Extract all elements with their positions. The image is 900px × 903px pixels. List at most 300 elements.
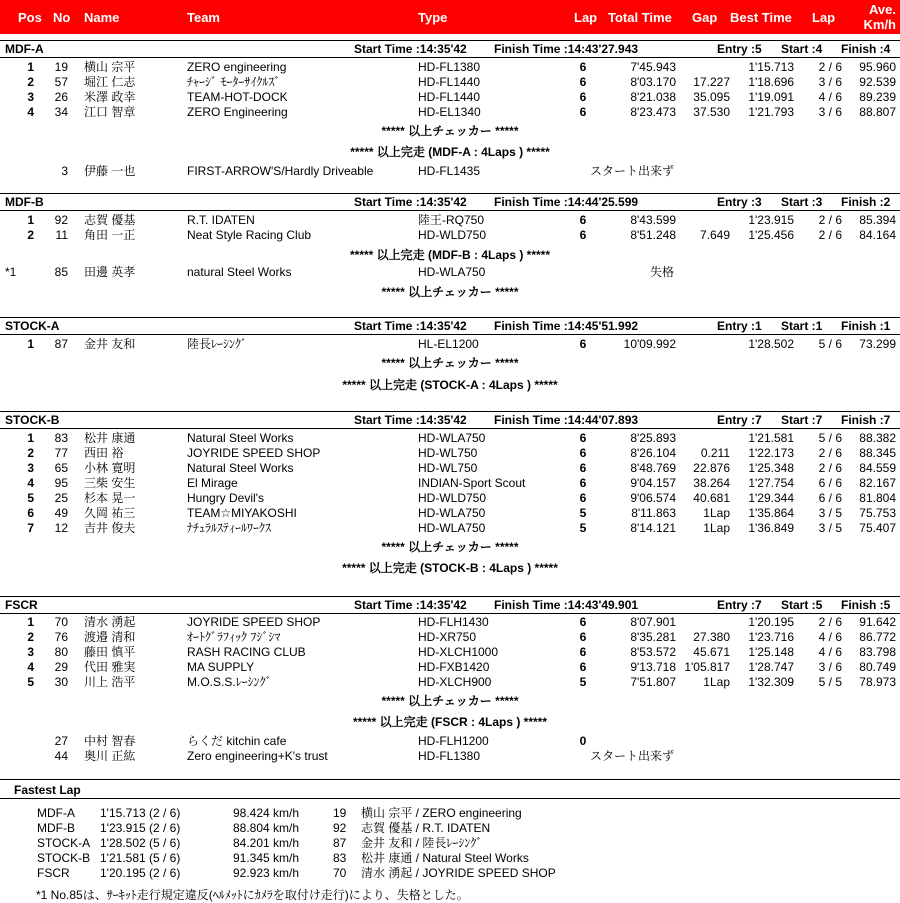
cell-lap: 5: [579, 506, 587, 520]
fastest-speed: 88.804 km/h: [233, 821, 300, 835]
cell-team: Zero engineering+K's trust: [187, 749, 328, 763]
cell-team: ZERO Engineering: [187, 105, 288, 119]
cell-blap: 2 / 6: [818, 60, 842, 74]
cell-no: 57: [54, 75, 68, 89]
section-subdivider: [0, 210, 900, 211]
fastest-cls: STOCK-B: [37, 851, 91, 865]
fastest-speed: 92.923 km/h: [233, 866, 300, 880]
cell-no: 77: [54, 446, 68, 460]
section-finished-info: Finish :7: [841, 413, 891, 427]
cell-gap: 37.530: [693, 105, 730, 119]
section-title: STOCK-B: [5, 413, 60, 427]
cell-name: 久岡 祐三: [84, 506, 136, 520]
cell-blap: 4 / 6: [818, 630, 842, 644]
section-divider: [0, 317, 900, 318]
cell-pos: 4: [27, 105, 34, 119]
cell-gap: 17.227: [693, 75, 730, 89]
cell-pos: 6: [27, 506, 34, 520]
cell-gap: 45.671: [693, 645, 730, 659]
section-entry-info: Entry :7: [717, 598, 762, 612]
result-row: [0, 105, 900, 120]
cell-type: HD-XLCH900: [418, 675, 492, 689]
cell-no: 83: [54, 431, 68, 445]
section-subdivider: [0, 334, 900, 335]
cell-ave: 75.407: [859, 521, 896, 535]
cell-no: 85: [54, 265, 68, 279]
cell-name: 西田 裕: [84, 446, 124, 460]
cell-name: 松井 康通: [84, 431, 136, 445]
result-row: [0, 446, 900, 461]
cell-type: HD-FL1440: [418, 75, 481, 89]
section-started-info: Start :7: [781, 413, 823, 427]
results-header: [0, 0, 900, 34]
cell-blap: 2 / 6: [818, 615, 842, 629]
complete-line: ***** 以上完走 (MDF-A : 4Laps ) *****: [350, 145, 550, 159]
cell-lap: 6: [579, 60, 587, 74]
cell-ave: 88.807: [859, 105, 896, 119]
cell-total: 10'09.992: [623, 337, 676, 351]
cell-team: M.O.S.S.ﾚｰｼﾝｸﾞ: [187, 675, 272, 689]
cell-total: 8'26.104: [630, 446, 676, 460]
cell-lap: 0: [579, 734, 587, 748]
cell-best: 1'28.502: [748, 337, 794, 351]
section-start-info: Start Time :14:35'42: [354, 195, 467, 209]
cell-blap: 5 / 6: [818, 431, 842, 445]
cell-total: 9'06.574: [630, 491, 676, 505]
cell-lap: 6: [579, 228, 587, 242]
section-start-info: Start Time :14:35'42: [354, 598, 467, 612]
cell-best: 1'28.747: [748, 660, 794, 674]
cell-team: TEAM☆MIYAKOSHI: [187, 506, 297, 520]
cell-best: 1'25.148: [748, 645, 794, 659]
fastest-no: 92: [333, 821, 347, 835]
cell-team: 陸長ﾚｰｼﾝｸﾞ: [187, 337, 248, 351]
complete-line: ***** 以上完走 (STOCK-B : 4Laps ) *****: [342, 561, 558, 575]
section-finished-info: Finish :1: [841, 319, 891, 333]
cell-no: 65: [54, 461, 68, 475]
cell-ave: 73.299: [859, 337, 896, 351]
cell-name: 志賀 優基: [84, 213, 136, 227]
cell-team: TEAM-HOT-DOCK: [187, 90, 288, 104]
fastest-time: 1'21.581 (5 / 6): [100, 851, 181, 865]
section-divider: [0, 411, 900, 412]
cell-total: 7'51.807: [630, 675, 676, 689]
cell-no: 49: [54, 506, 68, 520]
cell-name: 角田 一正: [84, 228, 136, 242]
fastest-speed: 91.345 km/h: [233, 851, 300, 865]
cell-blap: 5 / 6: [818, 337, 842, 351]
non-classified-row: [0, 164, 900, 179]
cell-ave: 89.239: [859, 90, 896, 104]
cell-type: HD-WLA750: [418, 521, 486, 535]
cell-gap: 38.264: [693, 476, 730, 490]
cell-name: 横山 宗平: [84, 60, 136, 74]
cell-type: HD-WLA750: [418, 431, 486, 445]
fastest-cls: FSCR: [37, 866, 70, 880]
cell-ave: 85.394: [859, 213, 896, 227]
cell-type: HD-WLA750: [418, 506, 486, 520]
checker-line: ***** 以上チェッカー *****: [381, 540, 519, 554]
cell-team: Natural Steel Works: [187, 461, 294, 475]
cell-type: INDIAN-Sport Scout: [418, 476, 526, 490]
cell-pos: 3: [27, 461, 34, 475]
checker-line: ***** 以上チェッカー *****: [381, 124, 519, 138]
cell-type: HD-FL1435: [418, 164, 481, 178]
section-start-info: Start Time :14:35'42: [354, 42, 467, 56]
fastest-no: 87: [333, 836, 347, 850]
fastest-time: 1'20.195 (2 / 6): [100, 866, 181, 880]
cell-lap: 6: [579, 630, 587, 644]
cell-name: 三柴 安生: [84, 476, 136, 490]
non-classified-row: [0, 734, 900, 749]
cell-team: JOYRIDE SPEED SHOP: [187, 615, 321, 629]
cell-pos: 2: [27, 630, 34, 644]
result-row: [0, 506, 900, 521]
cell-ave: 80.749: [859, 660, 896, 674]
cell-lap: 6: [579, 446, 587, 460]
cell-ave: 91.642: [859, 615, 896, 629]
cell-gap: 1Lap: [703, 675, 730, 689]
fastest-cls: MDF-A: [37, 806, 75, 820]
cell-no: 30: [54, 675, 68, 689]
cell-blap: 3 / 5: [818, 521, 842, 535]
section-finish-info: Finish Time :14:45'51.992: [494, 319, 639, 333]
cell-total: 8'14.121: [630, 521, 676, 535]
cell-best: 1'23.716: [748, 630, 794, 644]
cell-pos: 2: [27, 446, 34, 460]
result-row: [0, 90, 900, 105]
section-finish-info: Finish Time :14:44'07.893: [494, 413, 639, 427]
section-divider: [0, 596, 900, 597]
cell-lap: 5: [579, 675, 587, 689]
non-classified-row: [0, 265, 900, 280]
cell-ave: 83.798: [859, 645, 896, 659]
cell-type: HD-WL750: [418, 446, 478, 460]
cell-name: 奥川 正紘: [84, 749, 136, 763]
cell-gap: 35.095: [693, 90, 730, 104]
cell-team: ﾁｬｰｼﾞ ﾓｰﾀｰｻｲｸﾙｽﾞ: [187, 75, 281, 89]
cell-pos: 1: [27, 615, 34, 629]
fastest-lap-row: [0, 806, 900, 821]
cell-best: 1'35.864: [748, 506, 794, 520]
cell-ave: 75.753: [859, 506, 896, 520]
header-best-lap: Lap: [812, 10, 836, 25]
cell-total: 8'48.769: [630, 461, 676, 475]
header-best-time: Best Time: [730, 10, 792, 25]
fastest-who: 横山 宗平 / ZERO engineering: [361, 806, 522, 820]
result-row: [0, 228, 900, 243]
result-row: [0, 645, 900, 660]
cell-gap: 1Lap: [703, 506, 730, 520]
checker-line: ***** 以上チェッカー *****: [381, 694, 519, 708]
cell-blap: 3 / 6: [818, 75, 842, 89]
section-title: MDF-A: [5, 42, 44, 56]
result-row: [0, 660, 900, 675]
footnote: *1 No.85は、ｻｰｷｯﾄ走行規定違反(ﾍﾙﾒｯﾄにｶﾒﾗを取付け走行)により、失格とした。: [36, 888, 469, 902]
fastest-speed: 84.201 km/h: [233, 836, 300, 850]
cell-name: 伊藤 一也: [84, 164, 136, 178]
complete-line: ***** 以上完走 (MDF-B : 4Laps ) *****: [349, 248, 551, 262]
result-row: [0, 431, 900, 446]
cell-no: 29: [54, 660, 68, 674]
cell-lap: 6: [579, 461, 587, 475]
cell-ave: 81.804: [859, 491, 896, 505]
cell-pos: 1: [27, 337, 34, 351]
section-title: STOCK-A: [5, 319, 60, 333]
cell-status: 失格: [649, 265, 674, 279]
cell-ave: 95.960: [859, 60, 896, 74]
result-row: [0, 615, 900, 630]
cell-blap: 3 / 6: [818, 105, 842, 119]
cell-type: HD-FL1380: [418, 749, 481, 763]
cell-status: スタート出来ず: [589, 749, 674, 763]
fastest-lap-row: [0, 866, 900, 881]
section-finish-info: Finish Time :14:43'49.901: [494, 598, 639, 612]
cell-best: 1'19.091: [748, 90, 794, 104]
cell-type: HD-WLD750: [418, 491, 487, 505]
cell-pos: 2: [27, 228, 34, 242]
cell-no: 12: [54, 521, 68, 535]
cell-pos: 5: [27, 675, 34, 689]
cell-type: HD-WLA750: [418, 265, 486, 279]
cell-best: 1'23.915: [748, 213, 794, 227]
checker-line: ***** 以上チェッカー *****: [381, 356, 519, 370]
cell-pos: 1: [27, 213, 34, 227]
cell-team: Natural Steel Works: [187, 431, 294, 445]
cell-team: MA SUPPLY: [187, 660, 255, 674]
cell-pos: 5: [27, 491, 34, 505]
cell-team: らくだ kitchin cafe: [187, 734, 287, 748]
cell-name: 渡邉 清和: [84, 630, 136, 644]
fastest-no: 19: [333, 806, 347, 820]
cell-pos: 4: [27, 660, 34, 674]
fastest-lap-title: Fastest Lap: [14, 783, 81, 797]
cell-lap: 6: [579, 660, 587, 674]
cell-name: 小林 寛明: [84, 461, 136, 475]
fastest-no: 70: [333, 866, 347, 880]
cell-blap: 2 / 6: [818, 461, 842, 475]
result-row: [0, 337, 900, 352]
cell-total: 8'51.248: [630, 228, 676, 242]
cell-name: 杉本 晃一: [84, 491, 136, 505]
section-title: FSCR: [5, 598, 38, 612]
result-row: [0, 675, 900, 690]
section-started-info: Start :5: [781, 598, 823, 612]
section-started-info: Start :1: [781, 319, 823, 333]
cell-type: HD-WL750: [418, 461, 478, 475]
cell-best: 1'27.754: [748, 476, 794, 490]
cell-type: HD-FXB1420: [418, 660, 490, 674]
cell-lap: 6: [579, 75, 587, 89]
cell-gap: 22.876: [693, 461, 730, 475]
cell-team: ｵｰﾄｸﾞﾗﾌｨｯｸ ﾌｼﾞｼﾏ: [187, 630, 281, 644]
cell-total: 9'13.718: [630, 660, 676, 674]
cell-type: HD-EL1340: [418, 105, 481, 119]
cell-ave: 82.167: [859, 476, 896, 490]
section-finished-info: Finish :5: [841, 598, 891, 612]
complete-line: ***** 以上完走 (FSCR : 4Laps ) *****: [352, 715, 548, 729]
fastest-lap-row: [0, 821, 900, 836]
complete-line: ***** 以上完走 (STOCK-A : 4Laps ) *****: [342, 378, 558, 392]
cell-name: 吉井 俊夫: [84, 521, 136, 535]
header-lap: Lap: [574, 10, 598, 25]
cell-type: HD-XR750: [418, 630, 477, 644]
cell-type: HD-FLH1200: [418, 734, 489, 748]
cell-type: HL-EL1200: [418, 337, 479, 351]
cell-total: 8'43.599: [630, 213, 676, 227]
cell-best: 1'25.456: [748, 228, 794, 242]
fastest-lap-row: [0, 851, 900, 866]
cell-total: 8'07.901: [630, 615, 676, 629]
cell-name: 米澤 政幸: [84, 90, 136, 104]
cell-type: HD-WLD750: [418, 228, 487, 242]
cell-lap: 6: [579, 431, 587, 445]
fastest-time: 1'23.915 (2 / 6): [100, 821, 181, 835]
cell-type: HD-FLH1430: [418, 615, 489, 629]
cell-blap: 3 / 6: [818, 660, 842, 674]
section-divider: [0, 40, 900, 41]
result-row: [0, 476, 900, 491]
section-finish-info: Finish Time :14:44'25.599: [494, 195, 639, 209]
cell-lap: 6: [579, 491, 587, 505]
cell-type: HD-FL1380: [418, 60, 481, 74]
cell-total: 9'04.157: [630, 476, 676, 490]
cell-team: R.T. IDATEN: [187, 213, 255, 227]
cell-gap: 1'05.817: [684, 660, 730, 674]
cell-best: 1'36.849: [748, 521, 794, 535]
section-finish-info: Finish Time :14:43'27.943: [494, 42, 639, 56]
cell-type: HD-XLCH1000: [418, 645, 499, 659]
cell-lap: 6: [579, 337, 587, 351]
cell-no: 76: [54, 630, 68, 644]
cell-lap: 6: [579, 90, 587, 104]
cell-no: 70: [54, 615, 68, 629]
cell-blap: 6 / 6: [818, 491, 842, 505]
cell-no: 3: [61, 164, 68, 178]
cell-team: ZERO engineering: [187, 60, 287, 74]
header-name: Name: [84, 10, 120, 25]
cell-total: 8'23.473: [630, 105, 676, 119]
cell-best: 1'21.793: [748, 105, 794, 119]
section-start-info: Start Time :14:35'42: [354, 413, 467, 427]
cell-type: HD-FL1440: [418, 90, 481, 104]
cell-blap: 4 / 6: [818, 90, 842, 104]
result-row: [0, 60, 900, 75]
cell-gap: 0.211: [700, 446, 730, 460]
cell-pos: 1: [27, 60, 34, 74]
section-divider: [0, 193, 900, 194]
fastest-time: 1'28.502 (5 / 6): [100, 836, 181, 850]
header-pos: Pos: [18, 10, 42, 25]
cell-best: 1'15.713: [748, 60, 794, 74]
cell-blap: 3 / 5: [818, 506, 842, 520]
cell-ave: 78.973: [859, 675, 896, 689]
cell-no: 44: [54, 749, 68, 763]
cell-pos-note: *1: [5, 265, 17, 279]
cell-best: 1'20.195: [748, 615, 794, 629]
cell-status: スタート出来ず: [589, 164, 674, 178]
fastest-who: 志賀 優基 / R.T. IDATEN: [361, 821, 491, 835]
cell-name: 川上 浩平: [84, 675, 136, 689]
cell-no: 87: [54, 337, 68, 351]
cell-team: El Mirage: [187, 476, 238, 490]
cell-name: 代田 雅実: [84, 660, 136, 674]
result-row: [0, 213, 900, 228]
result-row: [0, 461, 900, 476]
cell-best: 1'25.348: [748, 461, 794, 475]
section-title: MDF-B: [5, 195, 44, 209]
cell-no: 26: [54, 90, 68, 104]
cell-team: Neat Style Racing Club: [187, 228, 312, 242]
fastest-time: 1'15.713 (2 / 6): [100, 806, 181, 820]
section-started-info: Start :3: [781, 195, 823, 209]
section-entry-info: Entry :7: [717, 413, 762, 427]
section-entry-info: Entry :3: [717, 195, 762, 209]
cell-ave: 84.164: [859, 228, 896, 242]
cell-no: 11: [55, 228, 68, 242]
cell-blap: 5 / 5: [818, 675, 842, 689]
cell-name: 堀江 仁志: [84, 75, 136, 89]
cell-blap: 2 / 6: [818, 213, 842, 227]
result-row: [0, 630, 900, 645]
fastest-subdivider: [0, 798, 900, 799]
cell-total: 8'21.038: [630, 90, 676, 104]
result-row: [0, 521, 900, 536]
cell-name: 金井 友和: [84, 337, 136, 351]
cell-name: 中村 智春: [84, 734, 136, 748]
cell-pos: 1: [27, 431, 34, 445]
cell-lap: 6: [579, 213, 587, 227]
cell-no: 92: [54, 213, 68, 227]
fastest-divider: [0, 779, 900, 780]
cell-gap: 40.681: [693, 491, 730, 505]
result-row: [0, 491, 900, 506]
cell-total: 8'11.863: [631, 506, 676, 520]
cell-gap: 7.649: [699, 228, 730, 242]
cell-gap: 1Lap: [703, 521, 730, 535]
cell-team: RASH RACING CLUB: [187, 645, 306, 659]
fastest-who: 松井 康通 / Natural Steel Works: [361, 851, 529, 865]
cell-team: natural Steel Works: [187, 265, 292, 279]
section-started-info: Start :4: [781, 42, 823, 56]
header-type: Type: [418, 10, 448, 25]
cell-lap: 6: [579, 645, 587, 659]
cell-total: 8'53.572: [630, 645, 676, 659]
cell-team: Hungry Devil's: [187, 491, 264, 505]
fastest-lap-row: [0, 836, 900, 851]
cell-no: 34: [54, 105, 68, 119]
cell-no: 19: [54, 60, 68, 74]
cell-best: 1'32.309: [748, 675, 794, 689]
section-subdivider: [0, 57, 900, 58]
cell-pos: 3: [27, 90, 34, 104]
section-subdivider: [0, 428, 900, 429]
cell-total: 7'45.943: [630, 60, 676, 74]
cell-pos: 3: [27, 645, 34, 659]
cell-lap: 6: [579, 105, 587, 119]
fastest-who: 金井 友和 / 陸長ﾚｰｼﾝｸﾞ: [361, 836, 483, 850]
cell-team: ﾅﾁｭﾗﾙｽﾃｨｰﾙﾜｰｸｽ: [187, 521, 272, 535]
cell-ave: 88.345: [859, 446, 896, 460]
cell-blap: 2 / 6: [818, 446, 842, 460]
cell-name: 江口 智章: [84, 105, 136, 119]
cell-blap: 4 / 6: [818, 645, 842, 659]
cell-lap: 6: [579, 615, 587, 629]
section-entry-info: Entry :5: [717, 42, 762, 56]
section-start-info: Start Time :14:35'42: [354, 319, 467, 333]
cell-total: 8'35.281: [630, 630, 676, 644]
cell-ave: 88.382: [859, 431, 896, 445]
